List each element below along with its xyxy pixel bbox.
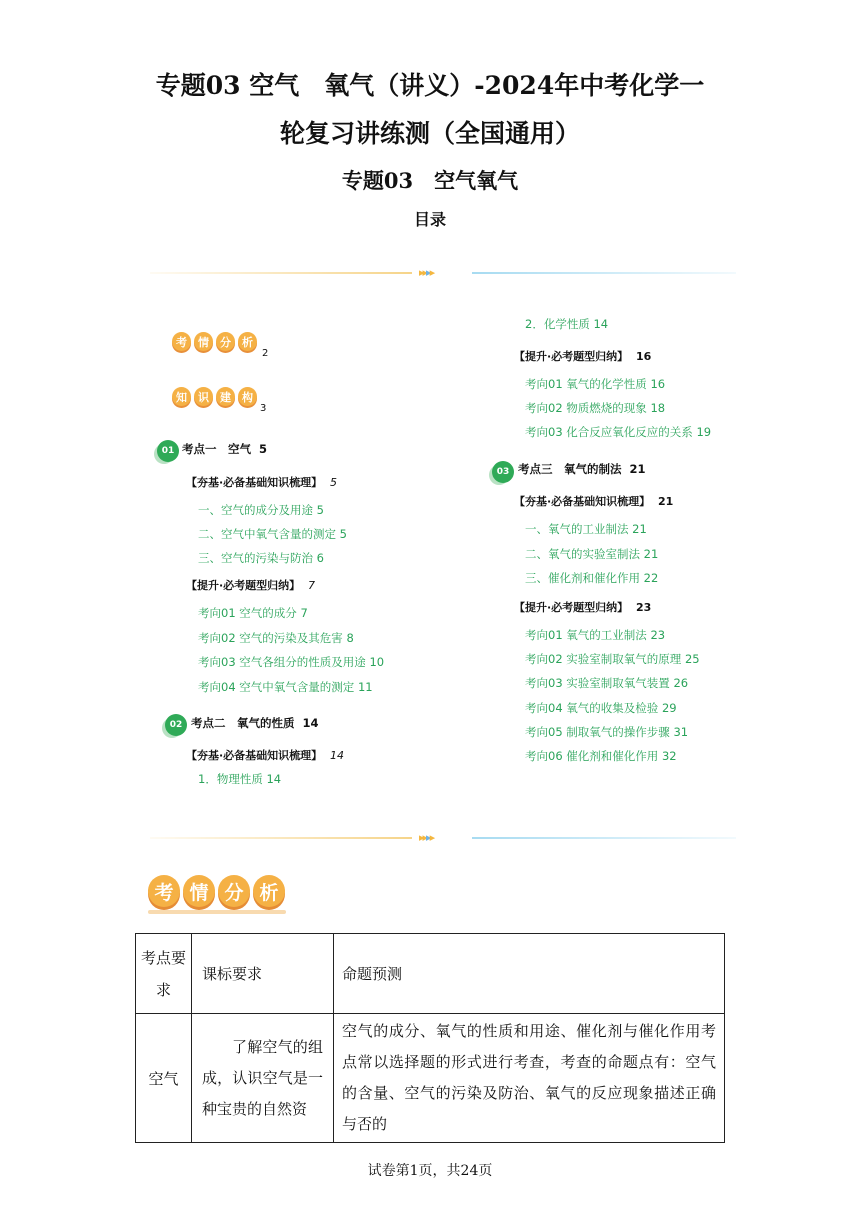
toc-item[interactable]: 三、催化剂和催化作用 22 <box>525 571 659 585</box>
toc-zhishi-entry[interactable] <box>172 387 257 406</box>
toc-p2-sec1-label: 【夯基·必备基础知识梳理】 <box>186 749 323 762</box>
toc-item[interactable]: 2．化学性质 14 <box>525 317 609 331</box>
toc-point2-page: 14 <box>302 716 319 730</box>
toc-point1-page: 5 <box>259 442 268 456</box>
requirements-table <box>135 933 725 1143</box>
badge-underline <box>148 910 286 914</box>
doc-subtitle: 专题03 空气氧气 <box>341 168 519 193</box>
table-header-row <box>136 934 725 1014</box>
toc-point1-label: 考点一 空气 <box>182 442 251 456</box>
toc-p2-sec1[interactable] <box>186 747 344 763</box>
toc-item[interactable]: 考向01 氧气的化学性质 16 <box>525 377 666 391</box>
toc-p2-sec2-list <box>525 372 711 444</box>
header-col3: 命题预测 <box>334 934 725 1014</box>
toc-p2-sec2-page: 16 <box>636 350 652 363</box>
toc-p2-sec2-label: 【提升·必考题型归纳】 <box>514 350 629 363</box>
toc-item[interactable]: 考向01 空气的成分 7 <box>198 606 308 620</box>
toc-p1-sec1[interactable] <box>186 474 337 490</box>
toc-item[interactable]: 三、空气的污染与防治 6 <box>198 551 324 565</box>
toc-point2[interactable] <box>191 715 319 731</box>
toc-item[interactable]: 一、空气的成分及用途 5 <box>198 503 324 517</box>
toc-p3-sec1-label: 【夯基·必备基础知识梳理】 <box>514 495 651 508</box>
toc-p3-sec1[interactable] <box>514 493 673 509</box>
header-col1: 考点要求 <box>136 934 192 1014</box>
toc-p1-sec2[interactable] <box>186 577 315 593</box>
toc-item[interactable]: 二、空气中氧气含量的测定 5 <box>198 527 347 541</box>
row1-col1: 空气 <box>136 1014 192 1143</box>
toc-item[interactable]: 考向02 空气的污染及其危害 8 <box>198 630 354 645</box>
divider-arrows-icon: ▸▸▸▸ <box>419 266 434 279</box>
point1-number-icon: 01 <box>157 440 179 462</box>
row1-col3: 空气的成分、氧气的性质和用途、催化剂与催化作用考点常以选择题的形式进行考查，考查的命题点有：空气的含量、空气的污染及防治、氧气的反应现象描述正确与否的 <box>334 1014 725 1143</box>
point2-number-icon: 02 <box>165 714 187 736</box>
toc-item[interactable]: 1．物理性质 14 <box>198 772 282 786</box>
toc-p3-sec1-page: 21 <box>658 495 674 508</box>
divider-right-bottom <box>472 837 736 839</box>
toc-zhishi-page: 3 <box>260 403 267 414</box>
toc-item[interactable]: 考向03 实验室制取氧气装置 26 <box>525 676 689 691</box>
toc-p1-sec1-page: 5 <box>330 476 338 489</box>
toc-item[interactable]: 二、氧气的实验室制法 21 <box>525 546 659 561</box>
toc-heading: 目录 <box>413 210 446 229</box>
divider-left-bottom <box>150 837 412 839</box>
toc-item[interactable]: 考向04 空气中氧气含量的测定 11 <box>198 679 373 694</box>
toc-p1-sec1-list <box>198 498 347 570</box>
toc-item[interactable]: 考向02 实验室制取氧气的原理 25 <box>525 652 700 667</box>
point3-number-icon: 03 <box>492 461 514 483</box>
toc-item[interactable]: 考向04 氧气的收集及检验 29 <box>525 700 677 715</box>
page-footer: 试卷第1页，共24页 <box>367 1163 493 1179</box>
toc-p3-sec2-label: 【提升·必考题型归纳】 <box>514 601 629 614</box>
kaoqing-badge-icon: 考 情 分 析 <box>172 332 257 351</box>
header-col2: 课标要求 <box>192 934 334 1014</box>
toc-p3-sec2-list <box>525 623 700 768</box>
toc-p2-sec1-list <box>198 771 281 787</box>
toc-point1[interactable] <box>182 441 267 457</box>
doc-title-line2: 轮复习讲练测（全国通用） <box>279 119 580 148</box>
toc-item[interactable]: 考向02 物质燃烧的现象 18 <box>525 401 666 415</box>
toc-item[interactable]: 一、氧气的工业制法 21 <box>525 522 647 536</box>
toc-p1-sec2-list <box>198 601 384 699</box>
toc-item[interactable]: 考向05 制取氧气的操作步骤 31 <box>525 724 689 739</box>
row1-col2: 了解空气的组成，认识空气是一种宝贵的自然资 <box>192 1014 334 1143</box>
divider-left <box>150 272 412 274</box>
toc-item[interactable]: 考向01 氧气的工业制法 23 <box>525 628 666 642</box>
divider-right <box>472 272 736 274</box>
toc-p2-sec1-page: 14 <box>330 749 345 762</box>
toc-p3-sec1-list <box>525 517 658 591</box>
toc-point2-label: 考点二 氧气的性质 <box>191 716 295 730</box>
toc-item[interactable]: 考向06 催化剂和催化作用 32 <box>525 749 677 764</box>
toc-point3[interactable] <box>518 461 646 477</box>
toc-p1-sec1-label: 【夯基·必备基础知识梳理】 <box>186 476 323 489</box>
toc-p3-sec2-page: 23 <box>636 601 652 614</box>
toc-p2-sec2[interactable] <box>514 348 651 364</box>
toc-kaoqing-page: 2 <box>262 348 269 359</box>
toc-p1-sec2-label: 【提升·必考题型归纳】 <box>186 579 301 592</box>
toc-p3-sec2[interactable] <box>514 599 651 615</box>
toc-p1-sec2-page: 7 <box>308 579 316 592</box>
zhishi-badge-icon: 知 识 建 构 <box>172 387 257 406</box>
divider-arrows-icon: ▸▸▸▸ <box>419 831 434 844</box>
toc-item[interactable]: 考向03 空气各组分的性质及用途 10 <box>198 655 385 669</box>
toc-p2-sec1-list-cont <box>525 316 608 332</box>
toc-point3-page: 21 <box>629 462 646 476</box>
table-row <box>136 1014 725 1143</box>
kaoqing-big-badge-icon: 考 情 分 析 <box>148 875 286 907</box>
toc-point3-label: 考点三 氧气的制法 <box>518 462 622 476</box>
kaoqing-section-header <box>148 875 286 914</box>
doc-title-line1: 专题03 空气 氧气（讲义）-2024年中考化学一 <box>155 71 705 100</box>
toc-kaoqing-entry[interactable] <box>172 332 257 351</box>
toc-item[interactable]: 考向03 化合反应氧化反应的关系 19 <box>525 425 712 439</box>
